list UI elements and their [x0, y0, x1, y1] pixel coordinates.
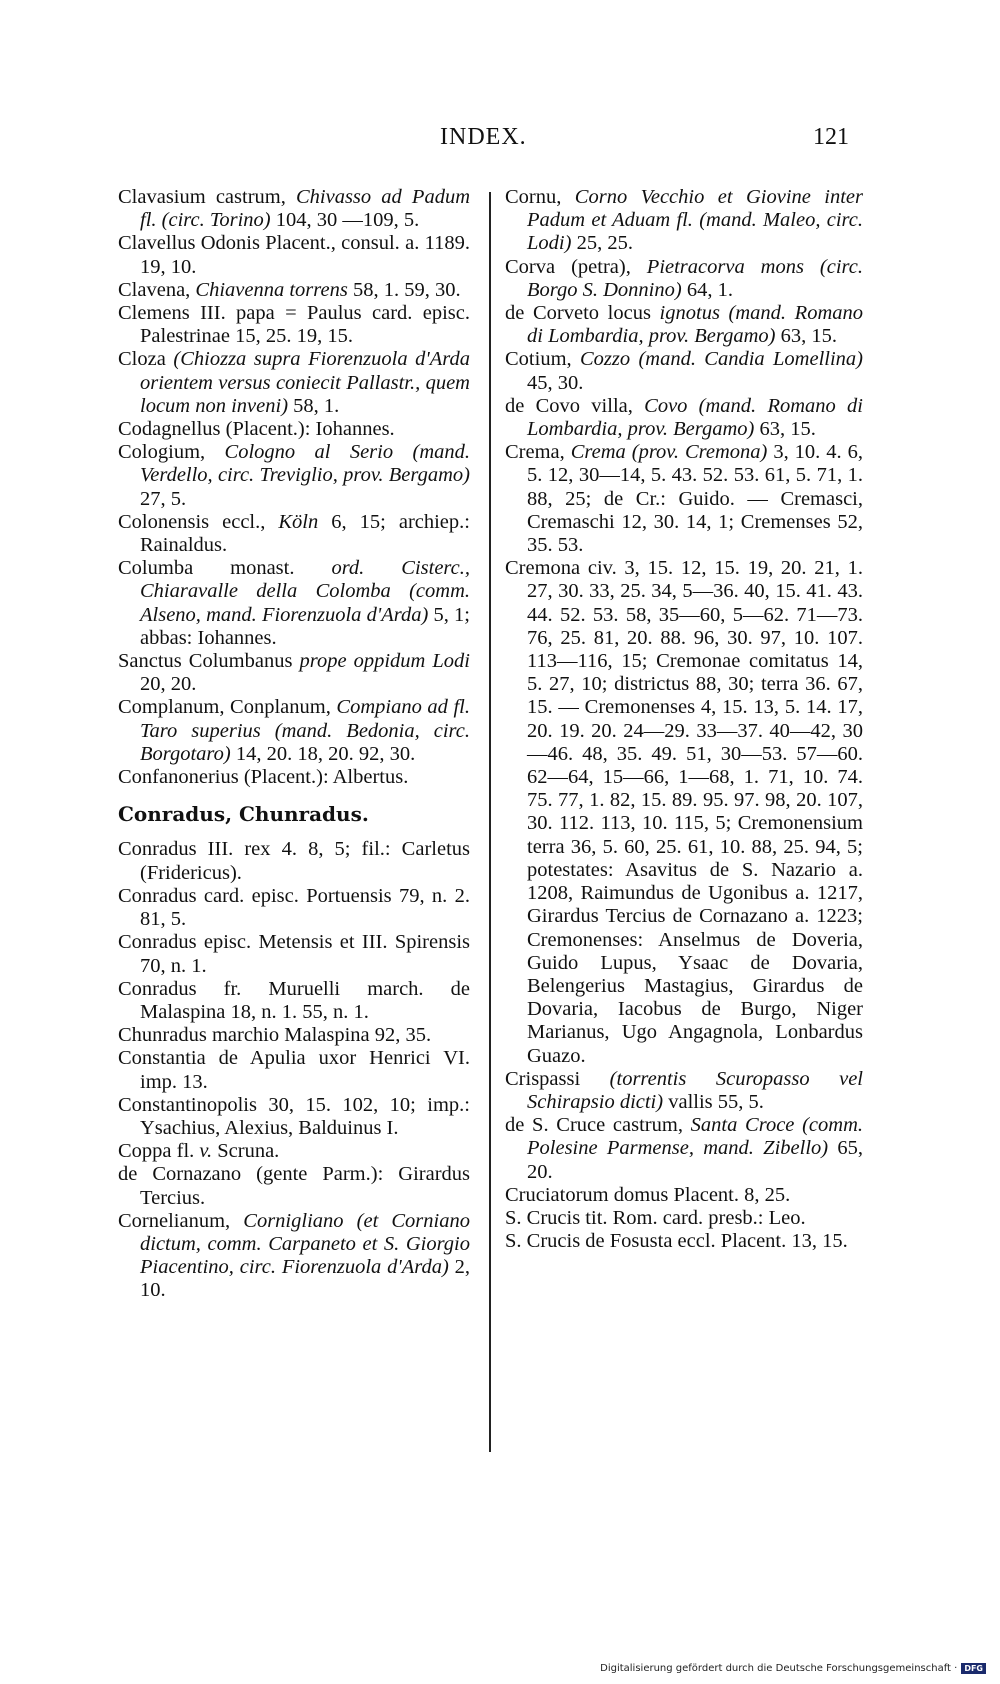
index-entry: Codagnellus (Placent.): Iohannes.	[118, 418, 395, 441]
footer-text: Digitalisierung gefördert durch die Deutsche Forschungsgemeinschaft ·	[600, 1663, 958, 1674]
index-entry: Crispassi (torrentis Scuropasso vel Schirapsio dicti) vallis 55, 5.	[505, 1067, 863, 1113]
index-entry: Cologium, Cologno al Serio (mand. Verdello, circ. Treviglio, prov. Bergamo) 27, 5.	[118, 441, 470, 510]
index-entry: Coppa fl. v. Scruna.	[118, 1140, 280, 1163]
index-entry: Conradus card. episc. Portuensis 79, n. 2. 81, 5.	[118, 884, 470, 931]
index-column-left	[118, 186, 470, 1303]
index-entry: Columba monast. ord. Cisterc., Chiaravalle della Colomba (comm. Alseno, mand. Fiorenzuola d'Arda) 5, 1; abbas: Iohannes.	[118, 557, 470, 649]
footer-credit	[600, 1663, 986, 1674]
index-entry: Chunradus marchio Malaspina 92, 35.	[118, 1024, 432, 1047]
index-entry: de Corveto locus ignotus (mand. Romano di Lombardia, prov. Bergamo) 63, 15.	[505, 302, 863, 348]
index-entry: de S. Cruce castrum, Santa Croce (comm. Polesine Parmense, mand. Zibello) 65, 20.	[505, 1114, 864, 1183]
index-entry: Crema, Crema (prov. Cremona) 3, 10. 4. 6, 5. 12, 30—14, 5. 43. 52. 53. 61, 5. 71, 1. 88, 25; de Cr.: Guido. — Cremasci, Cremaschi 12, 30. 14, 1; Cremenses 52, 35. 53.	[505, 441, 863, 557]
index-entry: Confanonerius (Placent.): Albertus.	[118, 766, 409, 789]
dfg-logo: DFG	[961, 1663, 986, 1674]
index-entry: Cloza (Chiozza supra Fiorenzuola d'Arda orientem versus coniecit Pallastr., quem locum non inveni) 58, 1.	[118, 348, 471, 417]
index-entry: Corva (petra), Pietracorva mons (circ. Borgo S. Donnino) 64, 1.	[505, 255, 863, 301]
index-entry: de Covo villa, Covo (mand. Romano di Lombardia, prov. Bergamo) 63, 15.	[505, 394, 863, 441]
page-title: INDEX.	[440, 124, 527, 150]
index-entry: Cruciatorum domus Placent. 8, 25.	[505, 1183, 791, 1206]
index-entry: Cremona civ. 3, 15. 12, 15. 19, 20. 21, 1. 27, 30. 33, 25. 34, 5—36. 40, 15. 41. 43. 44. 52. 53. 58, 35—60, 5—62. 71—73. 76, 25. 81, 20. 88. 96, 30. 97, 10. 107. 113—116, 15; Cremonae comitatus 14, 5. 27, 10; districtus 88, 30; terra 36. 67, 15. — Cremonenses 4, 15. 13, 5. 14. 17, 20. 19. 20. 24—29. 33—37. 40—42, 30—46. 48, 35. 49. 51, 30—53. 57—60. 62—64, 15—66, 1—68, 1. 71, 10. 74. 75. 77, 1. 82, 15. 89. 95. 97. 98, 20. 107, 30. 112. 113, 10. 115, 5; Cremonensium terra 36, 5. 60, 25. 61, 10. 88, 25. 94, 5; potestates: Asavitus de S. Nazario a. 1208, Raimundus de Ugonibus a. 1217, Girardus Tercius de Cornazano a. 1223; Cremonenses: Anselmus de Doveria, Guido Lupus, Ysaac de Dovaria, Belengerius Mastagius, Girardus de Dovaria, Iacobus de Burgo, Niger Marianus, Ugo Angagnola, Lonbardus Guazo.	[505, 557, 863, 1067]
index-entry: Colonensis eccl., Köln 6, 15; archiep.: Rainaldus.	[118, 510, 470, 557]
index-entry: Clavellus Odonis Placent., consul. a. 1189. 19, 10.	[118, 232, 470, 278]
index-entry: Complanum, Conplanum, Compiano ad fl. Taro superius (mand. Bedonia, circ. Borgotaro) 14, 20. 18, 20. 92, 30.	[118, 696, 470, 765]
index-entry: S. Crucis tit. Rom. card. presb.: Leo.	[505, 1206, 806, 1229]
column-divider	[489, 192, 491, 1452]
index-entry: Cotium, Cozzo (mand. Candia Lomellina) 45, 30.	[505, 348, 863, 394]
index-entry: Sanctus Columbanus prope oppidum Lodi 20, 20.	[118, 650, 470, 696]
index-entry: Conradus fr. Muruelli march. de Malaspina 18, n. 1. 55, n. 1.	[118, 977, 470, 1023]
index-entry: Constantia de Apulia uxor Henrici VI. imp. 13.	[118, 1047, 470, 1093]
index-entry: Conradus III. rex 4. 8, 5; fil.: Carletus (Fridericus).	[118, 838, 470, 884]
index-entry: Clavena, Chiavenna torrens 58, 1. 59, 30.	[118, 278, 461, 301]
index-column-right	[505, 186, 863, 1253]
index-entry: Conradus episc. Metensis et III. Spirensis 70, n. 1.	[118, 931, 470, 977]
page-number: 121	[813, 124, 849, 150]
index-entry: Constantinopolis 30, 15. 102, 10; imp.: Ysachius, Alexius, Balduinus I.	[118, 1093, 470, 1139]
index-entry: Cornelianum, Cornigliano (et Corniano dictum, comm. Carpaneto et S. Giorgio Piacentino, circ. Fiorenzuola d'Arda) 2, 10.	[118, 1209, 470, 1302]
index-entry: Clemens III. papa = Paulus card. episc. Palestrinae 15, 25. 19, 15.	[118, 302, 470, 348]
index-entry: de Cornazano (gente Parm.): Girardus Tercius.	[118, 1163, 470, 1209]
section-heading: Conradus, Chunradus.	[118, 802, 369, 827]
index-entry: Cornu, Corno Vecchio et Giovine inter Padum et Aduam fl. (mand. Maleo, circ. Lodi) 25, 25.	[505, 186, 863, 255]
index-entry: S. Crucis de Fosusta eccl. Placent. 13, 15.	[505, 1230, 848, 1253]
index-entry: Clavasium castrum, Chivasso ad Padum fl. (circ. Torino) 104, 30 —109, 5.	[118, 186, 470, 232]
